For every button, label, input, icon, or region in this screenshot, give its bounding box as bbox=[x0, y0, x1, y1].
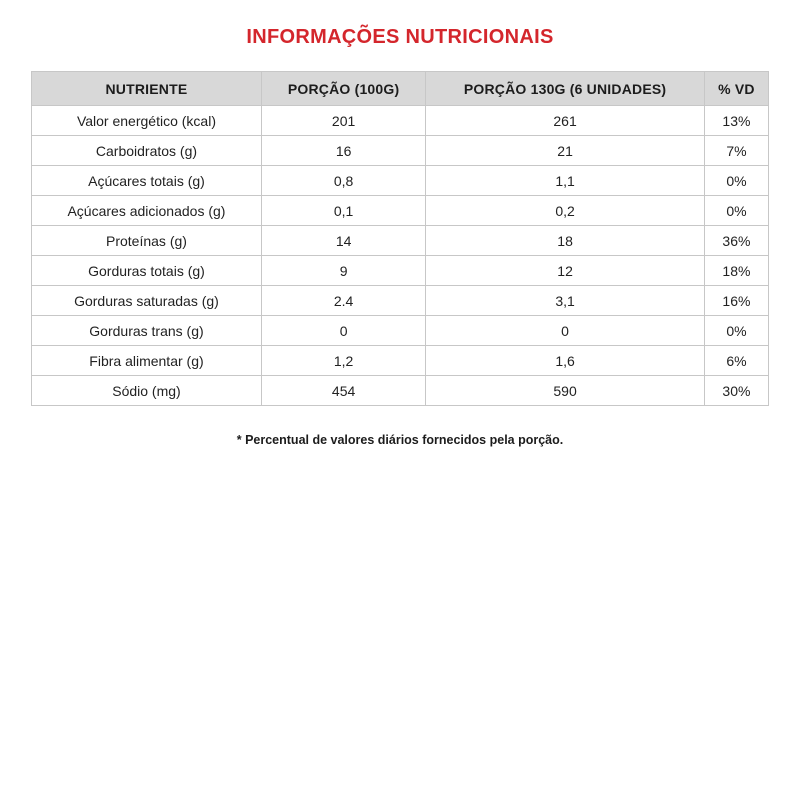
cell-portion130: 12 bbox=[426, 256, 705, 286]
cell-vd: 18% bbox=[704, 256, 768, 286]
table-row bbox=[32, 136, 769, 166]
cell-portion100: 0,1 bbox=[261, 196, 425, 226]
cell-portion100: 454 bbox=[261, 376, 425, 406]
cell-vd: 6% bbox=[704, 346, 768, 376]
cell-nutrient: Carboidratos (g) bbox=[32, 136, 262, 166]
cell-portion100: 1,2 bbox=[261, 346, 425, 376]
cell-nutrient: Açúcares totais (g) bbox=[32, 166, 262, 196]
header-portion100: PORÇÃO (100G) bbox=[261, 72, 425, 106]
cell-portion130: 261 bbox=[426, 106, 705, 136]
table-row bbox=[32, 316, 769, 346]
cell-nutrient: Gorduras totais (g) bbox=[32, 256, 262, 286]
cell-portion130: 21 bbox=[426, 136, 705, 166]
nutrition-table-container bbox=[31, 71, 769, 406]
cell-vd: 7% bbox=[704, 136, 768, 166]
page-title: INFORMAÇÕES NUTRICIONAIS bbox=[246, 26, 554, 48]
cell-portion130: 590 bbox=[426, 376, 705, 406]
table-row bbox=[32, 286, 769, 316]
daily-values-footnote: * Percentual de valores diários fornecidos pela porção. bbox=[236, 433, 564, 447]
table-row bbox=[32, 166, 769, 196]
cell-nutrient: Fibra alimentar (g) bbox=[32, 346, 262, 376]
cell-vd: 0% bbox=[704, 166, 768, 196]
cell-portion100: 0,8 bbox=[261, 166, 425, 196]
table-row bbox=[32, 106, 769, 136]
table-header-row bbox=[32, 72, 769, 106]
cell-vd: 30% bbox=[704, 376, 768, 406]
cell-vd: 13% bbox=[704, 106, 768, 136]
table-row bbox=[32, 256, 769, 286]
cell-vd: 16% bbox=[704, 286, 768, 316]
header-nutrient: NUTRIENTE bbox=[32, 72, 262, 106]
cell-portion130: 0 bbox=[426, 316, 705, 346]
cell-nutrient: Sódio (mg) bbox=[32, 376, 262, 406]
cell-vd: 0% bbox=[704, 196, 768, 226]
nutrition-table bbox=[31, 71, 769, 406]
cell-nutrient: Valor energético (kcal) bbox=[32, 106, 262, 136]
cell-portion100: 14 bbox=[261, 226, 425, 256]
cell-portion100: 0 bbox=[261, 316, 425, 346]
cell-vd: 36% bbox=[704, 226, 768, 256]
table-row bbox=[32, 226, 769, 256]
cell-portion100: 201 bbox=[261, 106, 425, 136]
cell-portion130: 1,6 bbox=[426, 346, 705, 376]
cell-portion130: 1,1 bbox=[426, 166, 705, 196]
cell-nutrient: Gorduras trans (g) bbox=[32, 316, 262, 346]
table-row bbox=[32, 376, 769, 406]
cell-portion100: 2.4 bbox=[261, 286, 425, 316]
cell-nutrient: Açúcares adicionados (g) bbox=[32, 196, 262, 226]
cell-vd: 0% bbox=[704, 316, 768, 346]
cell-nutrient: Proteínas (g) bbox=[32, 226, 262, 256]
cell-portion130: 18 bbox=[426, 226, 705, 256]
cell-portion130: 0,2 bbox=[426, 196, 705, 226]
cell-portion100: 9 bbox=[261, 256, 425, 286]
header-vd: % VD bbox=[704, 72, 768, 106]
cell-nutrient: Gorduras saturadas (g) bbox=[32, 286, 262, 316]
cell-portion100: 16 bbox=[261, 136, 425, 166]
table-row bbox=[32, 346, 769, 376]
header-portion130: PORÇÃO 130G (6 UNIDADES) bbox=[426, 72, 705, 106]
table-row bbox=[32, 196, 769, 226]
cell-portion130: 3,1 bbox=[426, 286, 705, 316]
